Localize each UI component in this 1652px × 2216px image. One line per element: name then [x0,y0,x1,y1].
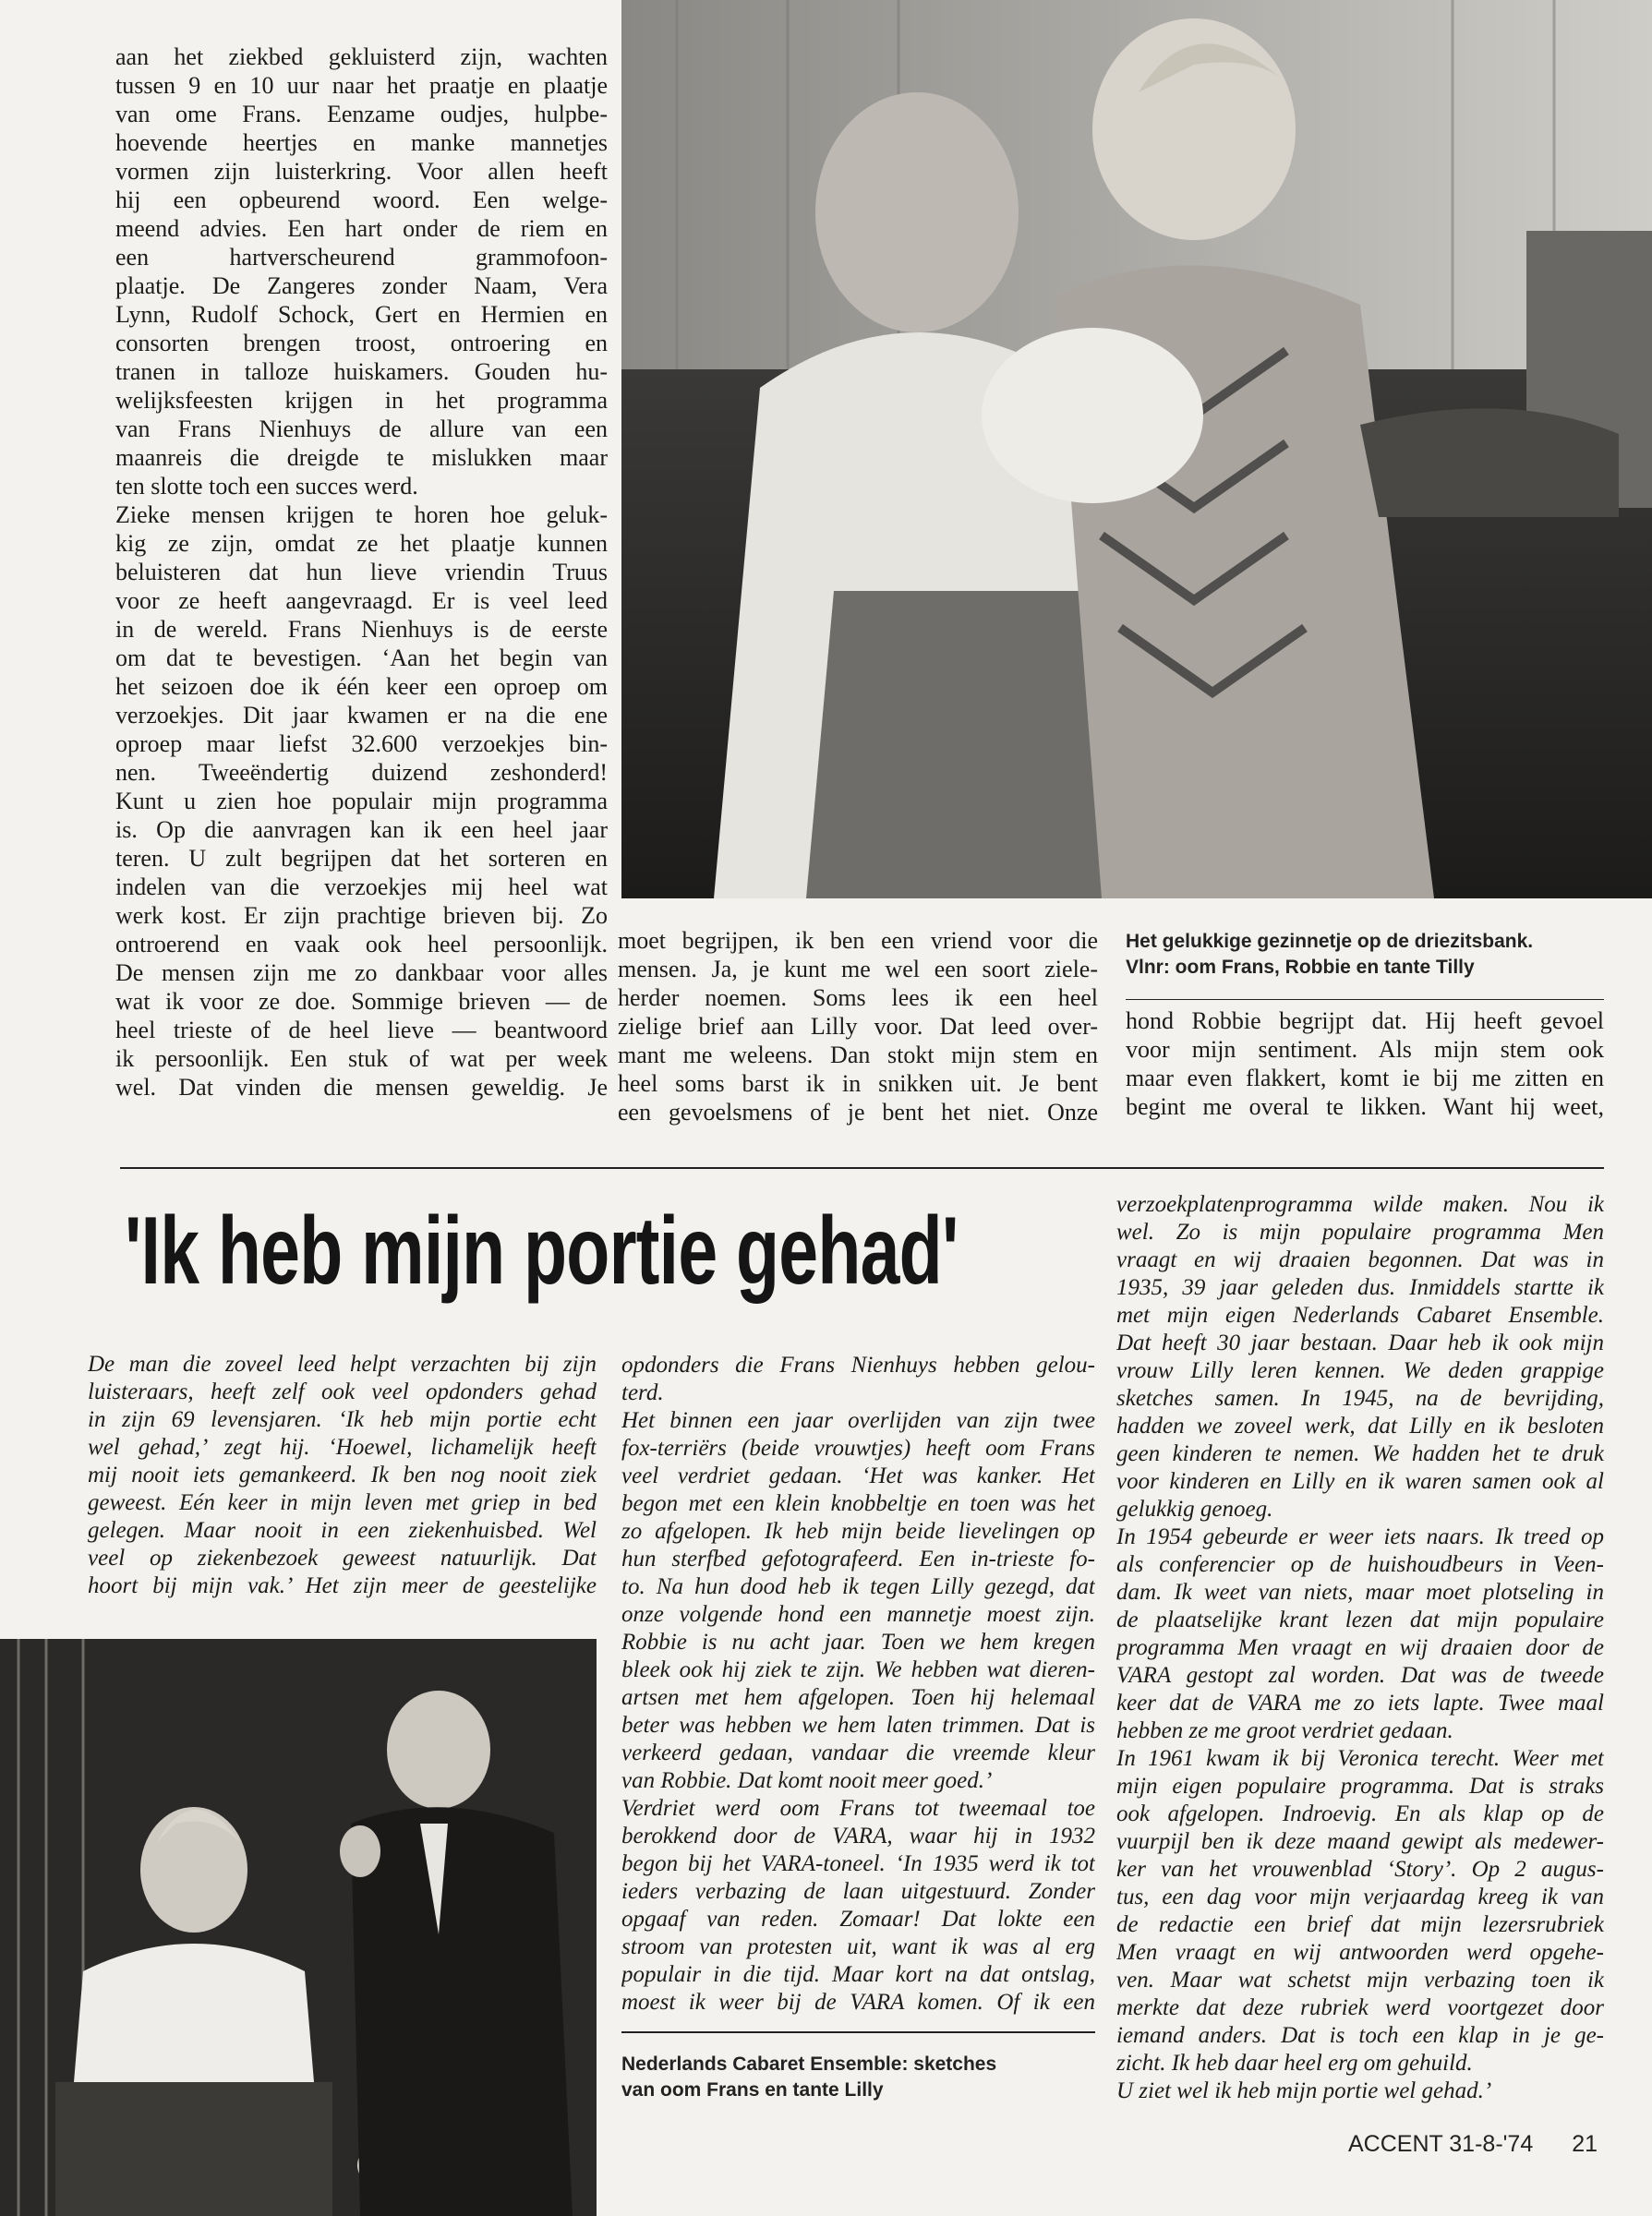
text-line: verkeerd gedaan, vandaar die vreemde kleur [621,1740,1095,1765]
text-line: merkte dat deze rubriek werd voortgezet door [1116,1995,1604,2020]
text-line: zielige brief aan Lilly voor. Dat leed over- [618,1013,1098,1040]
text-line: een hartverscheurend grammofoon- [115,244,608,271]
text-line: sketches samen. In 1945, na de bevrijding, [1116,1386,1604,1411]
text-line: Men vraagt en wij antwoorden werd opgehe- [1116,1940,1604,1965]
text-line: van Frans Nienhuys de allure van een [115,416,608,442]
text-line: in de wereld. Frans Nienhuys is de eerste [115,616,608,643]
text-line: in zijn 69 levensjaren. ‘Ik heb mijn portie echt [88,1407,597,1432]
text-line: U ziet wel ik heb mijn portie wel gehad.’ [1116,2078,1492,2103]
text-line: maanreis die dreigde te mislukken maar [115,444,608,471]
text-line: begint me overal te likken. Want hij weet, [1126,1093,1604,1120]
text-line: meend advies. Een hart onder de riem en [115,215,608,242]
caption-line: Het gelukkige gezinnetje op de driezitsbank. [1126,931,1534,952]
text-line: consorten brengen troost, ontroering en [115,330,608,356]
text-line: keer dat de VARA me zo iets lapte. Twee maal [1116,1691,1604,1716]
text-line: voor ze heeft aangevraagd. Er is veel leed [115,587,608,614]
text-line: terd. [621,1380,664,1405]
photo-cabaret-sketch [0,1639,597,2216]
text-line: nen. Tweeëndertig duizend zeshonderd! [115,759,608,786]
text-line: stroom van protesten uit, want ik was al erg [621,1934,1095,1959]
text-line: mijn eigen populaire programma. Dat is straks [1116,1774,1604,1799]
page-number: 21 [1572,2131,1598,2157]
text-line: van Robbie. Dat komt nooit meer goed.’ [621,1768,993,1793]
text-line: bleek ook hij ziek te zijn. We hebben wat dieren- [621,1657,1095,1682]
text-line: beluisteren dat hun lieve vriendin Truus [115,559,608,585]
text-line: hoort bij mijn vak.’ Het zijn meer de geestelijke [88,1573,597,1598]
text-line: hebben ze me groot verdriet gedaan. [1116,1718,1453,1743]
column-bottom-middle [621,1352,1095,2017]
text-line: met mijn eigen Nederlands Cabaret Ensemble. [1116,1303,1604,1328]
text-line: het seizoen doe ik één keer een oproep om [115,673,608,700]
text-line: hun sterfbed gefotografeerd. Een in-trieste fo- [621,1547,1095,1572]
text-line: vrouw Lilly leren kennen. We deden grappige [1116,1358,1604,1383]
text-line: Robbie is nu acht jaar. Toen we hem kregen [621,1630,1095,1655]
text-line: to. Na hun dood heb ik tegen Lilly gezegd, dat [621,1574,1095,1599]
text-line: ven. Maar wat schetst mijn verbazing toen ik [1116,1968,1604,1993]
text-line: ten slotte toch een succes werd. [115,473,418,500]
text-line: Dat heeft 30 jaar bestaan. Daar heb ik ook mijn [1116,1331,1604,1355]
text-line: van ome Frans. Eenzame oudjes, hulpbe- [115,101,608,127]
text-line: opgaaf van reden. Zomaar! Dat lokte een [621,1907,1095,1932]
text-line: veel verdriet gedaan. ‘Het was kanker. Het [621,1463,1095,1488]
column-bottom-right [1116,1191,1604,2105]
text-line: vuurpijl ben ik deze maand gewipt als medewer- [1116,1829,1604,1854]
text-line: werk kost. Er zijn prachtige brieven bij. Zo [115,902,608,929]
text-line: vormen zijn luisterkring. Voor allen heeft [115,158,608,185]
photo-cabaret-image [0,1639,597,2216]
text-line: hoevende heertjes en manke mannetjes [115,129,608,156]
caption-divider [1126,999,1604,1000]
text-line: mensen. Ja, je kunt me wel een soort ziele- [618,956,1098,982]
text-line: als conferencier op de huishoudbeurs in Veen- [1116,1552,1604,1577]
text-line: hadden we zoveel werk, dat Lilly en ik besloten [1116,1414,1604,1439]
text-line: kig ze zijn, omdat ze het plaatje kunnen [115,530,608,557]
bottom-photo-caption [621,2052,1102,2103]
text-line: heel trieste of de heel lieve — beantwoord [115,1017,608,1043]
text-line: maar even flakkert, komt ie bij me zitten en [1126,1065,1604,1091]
text-line: geweest. Eén keer in mijn leven met griep in bed [88,1490,597,1515]
text-line: ker van het vrouwenblad ‘Story’. Op 2 augus- [1116,1857,1604,1882]
text-line: tus, een dag voor mijn verjaardag kreeg ik van [1116,1885,1604,1909]
text-line: In 1954 gebeurde er weer iets naars. Ik treed op [1116,1524,1604,1549]
text-line: berokkend door de VARA, waar hij in 1932 [621,1824,1095,1849]
top-photo-caption [1126,929,1606,981]
text-line: opdonders die Frans Nienhuys hebben gelou- [621,1353,1095,1378]
text-line: Lynn, Rudolf Schock, Gert en Hermien en [115,301,608,328]
text-line: indelen van die verzoekjes mij heel wat [115,873,608,900]
text-line: populair in die tijd. Maar kort na dat ontslag, [621,1962,1095,1987]
text-line: veel op ziekenbezoek geweest natuurlijk. Dat [88,1546,597,1571]
text-line: ontroerend en vaak ook heel persoonlijk. [115,931,608,957]
text-line: vraagt en wij draaien begonnen. Dat was in [1116,1247,1604,1272]
text-line: ik persoonlijk. Een stuk of wat per week [115,1045,608,1072]
text-line: dam. Ik weet van niets, maar moet plotseling in [1116,1580,1604,1605]
section-divider [120,1167,1604,1169]
text-line: In 1961 kwam ik bij Veronica terecht. Weer met [1116,1746,1604,1771]
text-line: artsen met hem afgelopen. Toen hij helemaal [621,1685,1095,1710]
text-line: Het binnen een jaar overlijden van zijn twee [621,1408,1095,1433]
text-line: begon bij het VARA-toneel. ‘In 1935 werd ik tot [621,1851,1095,1876]
text-line: heel soms barst ik in snikken uit. Je bent [618,1070,1098,1097]
photo-couple-on-sofa [621,0,1652,898]
text-line: De man die zoveel leed helpt verzachten bij zijn [88,1352,597,1377]
text-line: moest ik weer bij de VARA komen. Of ik een [621,1990,1095,2015]
text-line: Verdriet werd oom Frans tot tweemaal toe [621,1796,1095,1821]
text-line: wel. Zo is mijn populaire programma Men [1116,1220,1604,1245]
column-top-left [115,42,608,1102]
text-line: hij een opbeurend woord. Een welge- [115,187,608,213]
text-line: een gevoelsmens of je bent het niet. Onze [618,1099,1098,1126]
text-line: welijksfeesten krijgen in het programma [115,387,608,414]
text-line: mij nooit iets gemankeerd. Ik ben nog nooit ziek [88,1463,597,1487]
text-line: 1935, 39 jaar geleden dus. Inmiddels startte ik [1116,1275,1604,1300]
caption-divider [621,2031,1095,2033]
caption-line: Nederlands Cabaret Ensemble: sketches [621,2053,997,2075]
photo-couple-image [621,0,1652,898]
text-line: geen kinderen te nemen. We hadden het te druk [1116,1441,1604,1466]
text-line: tussen 9 en 10 uur naar het praatje en plaatje [115,72,608,99]
text-line: teren. U zult begrijpen dat het sorteren en [115,845,608,872]
text-line: luisteraars, heeft zelf ook veel opdonders gehad [88,1379,597,1404]
text-line: gelegen. Maar nooit in een ziekenhuisbed. Wel [88,1518,597,1543]
text-line: ook afgelopen. Indroevig. En als klap op de [1116,1801,1604,1826]
text-line: De mensen zijn me zo dankbaar voor alles [115,959,608,986]
text-line: wel gehad,’ zegt hij. ‘Hoewel, lichamelijk heeft [88,1435,597,1460]
article-headline: 'Ik heb mijn portie gehad' [125,1198,959,1305]
page-footer [1348,2131,1598,2158]
caption-line: Vlnr: oom Frans, Robbie en tante Tilly [1126,957,1475,978]
text-line: wel. Dat vinden die mensen geweldig. Je [115,1074,608,1101]
text-line: iemand anders. Dat is toch een klap in je ge- [1116,2023,1604,2048]
text-line: fox-terriërs (beide vrouwtjes) heeft oom Frans [621,1436,1095,1461]
text-line: VARA gestopt zal worden. Dat was de tweede [1116,1663,1604,1688]
text-line: onze volgende hond een mannetje moest zijn. [621,1602,1095,1627]
column-top-middle [618,926,1098,1126]
text-line: wat ik voor ze doe. Sommige brieven — de [115,988,608,1015]
text-line: beter was hebben we hem laten trimmen. Dat is [621,1713,1095,1738]
text-line: om dat te bevestigen. ‘Aan het begin van [115,644,608,671]
text-line: zo afgelopen. Ik heb mijn beide lievelingen op [621,1519,1095,1544]
intro-column [88,1351,597,1600]
text-line: tranen in talloze huiskamers. Gouden hu- [115,358,608,385]
text-line: zicht. Ik heb daar heel erg om gehuild. [1116,2051,1473,2076]
text-line: oproep maar liefst 32.600 verzoekjes bin- [115,730,608,757]
text-line: Zieke mensen krijgen te horen hoe geluk- [115,501,608,528]
text-line: voor mijn sentiment. Als mijn stem ook [1126,1036,1604,1063]
text-line: programma Men vraagt en wij draaien door de [1116,1635,1604,1660]
text-line: de redactie een brief dat mijn lezersrubriek [1116,1912,1604,1937]
text-line: verzoekjes. Dit jaar kwamen er na die ene [115,702,608,729]
caption-line: van oom Frans en tante Lilly [621,2079,884,2101]
text-line: herder noemen. Soms lees ik een heel [618,984,1098,1011]
text-line: de plaatselijke krant lezen dat mijn populaire [1116,1608,1604,1632]
column-top-right [1126,1006,1604,1121]
text-line: moet begrijpen, ik ben een vriend voor die [618,927,1098,954]
text-line: Kunt u zien hoe populair mijn programma [115,788,608,814]
text-line: hond Robbie begrijpt dat. Hij heeft gevoel [1126,1007,1604,1034]
text-line: begon met een klein knobbeltje en toen was het [621,1491,1095,1516]
text-line: gelukkig genoeg. [1116,1497,1273,1522]
text-line: mant me weleens. Dan stokt mijn stem en [618,1042,1098,1068]
publication-date: ACCENT 31-8-'74 [1348,2131,1534,2157]
text-line: is. Op die aanvragen kan ik een heel jaar [115,816,608,843]
text-line: ieders verbazing de laan uitgestuurd. Zonder [621,1879,1095,1904]
text-line: voor kinderen en Lilly en ik waren samen ook al [1116,1469,1604,1494]
text-line: plaatje. De Zangeres zonder Naam, Vera [115,272,608,299]
text-line: verzoekplatenprogramma wilde maken. Nou ik [1116,1192,1604,1217]
text-line: aan het ziekbed gekluisterd zijn, wachten [115,43,608,70]
